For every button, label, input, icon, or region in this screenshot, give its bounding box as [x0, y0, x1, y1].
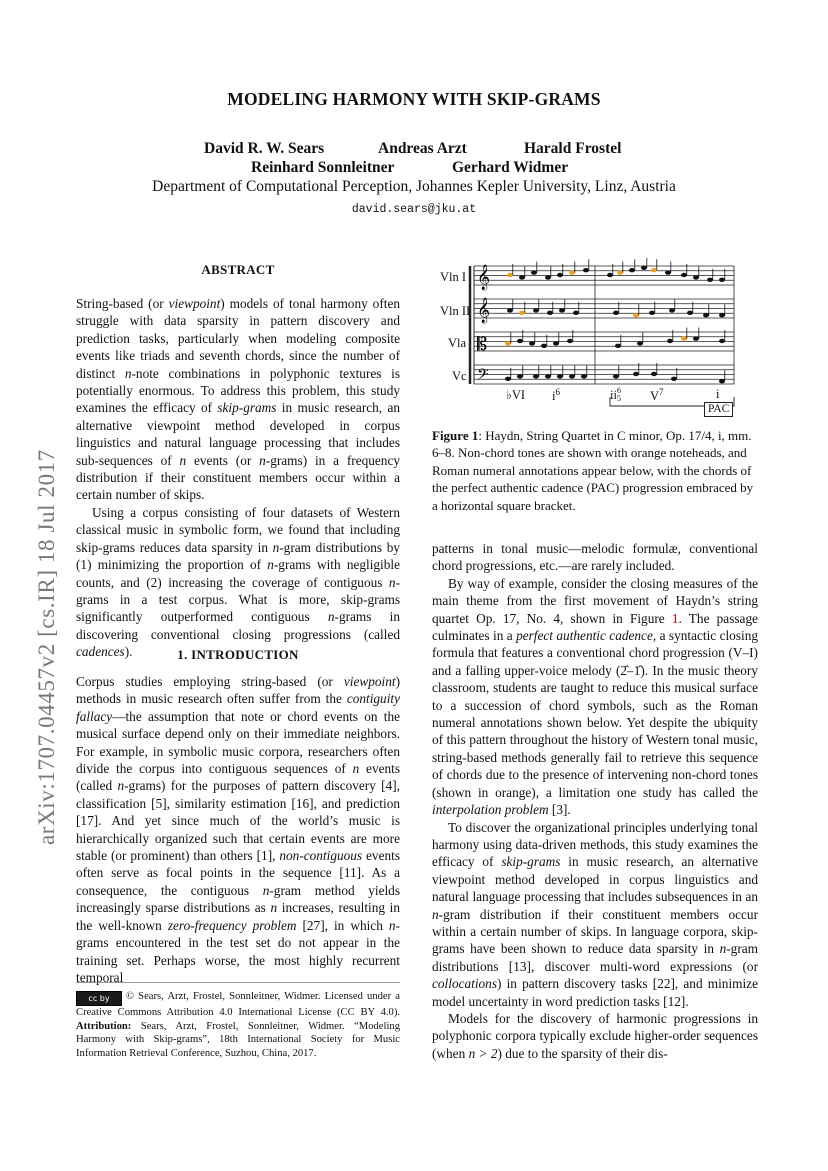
author-name: Gerhard Widmer	[452, 159, 569, 176]
nonchord-notehead	[519, 311, 525, 315]
intro-body	[76, 673, 400, 986]
notehead	[569, 374, 575, 378]
roman-numeral: i	[716, 387, 720, 401]
notehead	[649, 311, 655, 315]
notehead	[719, 339, 725, 343]
affiliation: Department of Computational Perception, Johannes Kepler University, Linz, Austria	[152, 178, 676, 195]
notehead	[533, 308, 539, 312]
author-name: Harald Frostel	[524, 140, 622, 157]
nonchord-notehead	[505, 341, 511, 345]
arxiv-id: arXiv:1707.04457v2 [cs.IR] 18 Jul 2017	[34, 449, 59, 845]
notehead	[529, 341, 535, 345]
figure-caption: Figure 1: Haydn, String Quartet in C minor, Op. 17/4, i, mm. 6–8. Non-chord tones are shown with orange noteheads, and Roman numeral annotations appear below, with the chords of the perfect authentic cadence (PAC) progression embraced by a horizontal square bracket.	[432, 428, 754, 513]
notehead	[687, 311, 693, 315]
notehead	[633, 372, 639, 376]
notehead	[667, 339, 673, 343]
notehead	[573, 311, 579, 315]
abstract-paragraph: Using a corpus consisting of four datasets of Western classical music in symbolic form, we found that including skip-grams reduces data sparsity in n-gram distributions by (1) minimizing the proportion of n-grams with negligible counts, and (2) increasing the coverage of contiguous n-grams in a test corpus. What is more, skip-grams significantly outperformed contiguous n-grams in discovering conventional closing progressions (called cadences).	[76, 504, 401, 660]
author-name: David R. W. Sears	[204, 140, 325, 157]
body-paragraph: Models for the discovery of harmonic progressions in polyphonic corpora typically exclude higher-order sequences (when n > 2) due to the sparsity of their dis-	[432, 1010, 758, 1061]
nonchord-notehead	[569, 270, 575, 274]
license-footnote: cc by © Sears, Arzt, Frostel, Sonnleitner, Widmer. Licensed under a Creative Commons Attribution 4.0 International License (CC BY 4.0). Attribution: Sears, Arzt, Frostel, Sonnleitner, Widmer. “Modeling Harmony with Skip-grams”, 18th International Society for Music Information Retrieval Conference, Suzhou, China, 2017.	[76, 991, 400, 1059]
nonchord-notehead	[507, 273, 513, 277]
notehead	[545, 374, 551, 378]
notehead	[707, 278, 713, 282]
intro-paragraph: Corpus studies employing string-based (or viewpoint) methods in music research often suffer from the contiguity fallacy—the assumption that note or chord events on the musical surface depend only on their immediate neighbors. For example, in symbolic music corpora, researchers often divide the corpus into contiguous sequences of n events (called n-grams) for the purposes of pattern discovery [4], classification [5], similarity estimation [16], and prediction [17]. And yet since much of the world’s music is hierarchically organized such that certain events are more stable (or prominent) than others [1], non-contiguous events often serve as focal points in the sequence [11]. As a consequence, the contiguous n-gram method yields increasingly sparse distributions as n increases, resulting in the well-known zero-frequency problem [27], in which n-grams encountered in the test set do not appear in the training set. Perhaps worse, the most highly recurrent temporal	[76, 674, 401, 985]
notehead	[567, 339, 573, 343]
staff-label: Vla	[448, 336, 467, 350]
notehead	[641, 266, 647, 270]
staff-label: Vln II	[440, 304, 471, 318]
figure-1-score	[440, 258, 740, 420]
intro-heading: 1. INTRODUCTION	[177, 647, 299, 662]
notehead	[719, 278, 725, 282]
roman-numeral: ♭VI	[506, 388, 526, 402]
notehead	[557, 273, 563, 277]
figure-ref-link[interactable]: 1	[671, 610, 679, 626]
notehead	[703, 313, 709, 317]
staff-label: Vln I	[440, 270, 467, 284]
nonchord-notehead	[633, 313, 639, 317]
pac-bracket-label: PAC	[704, 402, 733, 417]
notehead	[517, 374, 523, 378]
notehead	[719, 313, 725, 317]
body-paragraph: By way of example, consider the closing measures of the main theme from the first movement of Haydn’s string quartet Op. 17, No. 4, shown in Figure 1. The passage culminates in a perfect authentic cadence, a syntactic closing formula that features a conventional chord progression (V–I) and a falling upper-voice melody (2̂–1̂). In the music theory classroom, students are taught to reduce this musical surface to a succession of chord symbols, such as the Roman numeral annotations shown below. Yet despite the ubiquity of this pattern throughout the history of Western tonal music, string-based methods generally fail to retrieve this sequence of chords due to the presence of intervening non-chord tones (shown in orange), a limitation one study has called the interpolation problem [3].	[432, 575, 758, 818]
notehead	[671, 377, 677, 381]
notehead	[651, 372, 657, 376]
roman-numeral: ii 6 5	[610, 386, 621, 403]
notehead	[559, 308, 565, 312]
notehead	[545, 275, 551, 279]
notehead	[693, 336, 699, 340]
roman-numeral: $i^6$	[552, 387, 560, 404]
notehead	[637, 341, 643, 345]
treble-clef-icon: 𝄞	[477, 298, 491, 323]
right-column-body	[432, 540, 758, 1062]
notehead	[629, 268, 635, 272]
notehead	[531, 270, 537, 274]
notehead	[607, 273, 613, 277]
notehead	[581, 374, 587, 378]
notehead	[507, 308, 513, 312]
notehead	[613, 374, 619, 378]
staff-label: Vc	[452, 369, 467, 383]
notehead	[519, 275, 525, 279]
abstract-heading: ABSTRACT	[201, 262, 275, 277]
notehead	[547, 311, 553, 315]
notehead	[719, 379, 725, 383]
notehead	[665, 270, 671, 274]
notehead	[693, 275, 699, 279]
notehead	[541, 344, 547, 348]
notehead	[553, 341, 559, 345]
body-paragraph: To discover the organizational principles underlying tonal harmony using data-driven methods, this study examines the efficacy of skip-grams in music research, an alternative viewpoint method developed in corpus linguistics and natural language processing that includes subsequences in an n-gram distribution if their constituent members occur within a certain number of skips. In language corpora, skip-grams have been shown to reduce data sparsity in n-gram distributions [13], discover multi-word expressions (or collocations) in pattern discovery tasks [22], and minimize model uncertainty in word prediction tasks [12].	[432, 819, 759, 1009]
notehead	[669, 308, 675, 312]
author-name: Reinhard Sonnleitner	[251, 159, 395, 176]
notehead	[583, 268, 589, 272]
footnote-rule	[76, 982, 400, 983]
author-name: Andreas Arzt	[378, 140, 467, 157]
roman-numeral: $V^7$	[650, 387, 664, 404]
nonchord-notehead	[651, 268, 657, 272]
alto-clef-icon: 𝄡	[477, 334, 488, 355]
nonchord-notehead	[681, 336, 687, 340]
cc-by-icon: cc by	[76, 991, 122, 1006]
notehead	[615, 344, 621, 348]
author-email: david.sears@jku.at	[351, 203, 477, 216]
treble-clef-icon: 𝄞	[477, 265, 491, 290]
abstract-body	[76, 295, 400, 661]
bass-clef-icon: 𝄢	[477, 366, 489, 387]
abstract-paragraph: String-based (or viewpoint) models of tonal harmony often struggle with data sparsity in pattern discovery and prediction tasks, particularly when modeling composite events like triads and seventh chords, since the number of distinct n-note combinations in polyphonic textures is potentially enormous. To address this problem, this study examines the efficacy of skip-grams in music research, an alternative viewpoint method developed in corpus linguistics and natural language processing that includes sub-sequences of n events (or n-grams) in a frequency distribution if their constituent members occur within a certain number of skips.	[76, 296, 400, 503]
notehead	[557, 374, 563, 378]
notehead	[517, 339, 523, 343]
body-paragraph: patterns in tonal music—melodic formulæ, conventional chord progressions, etc.—are rarely included.	[432, 541, 758, 574]
notehead	[533, 374, 539, 378]
nonchord-notehead	[617, 270, 623, 274]
notehead	[613, 311, 619, 315]
notehead	[681, 273, 687, 277]
music-notation	[440, 258, 740, 420]
notehead	[505, 377, 511, 381]
paper-title: MODELING HARMONY WITH SKIP-GRAMS	[227, 89, 601, 109]
